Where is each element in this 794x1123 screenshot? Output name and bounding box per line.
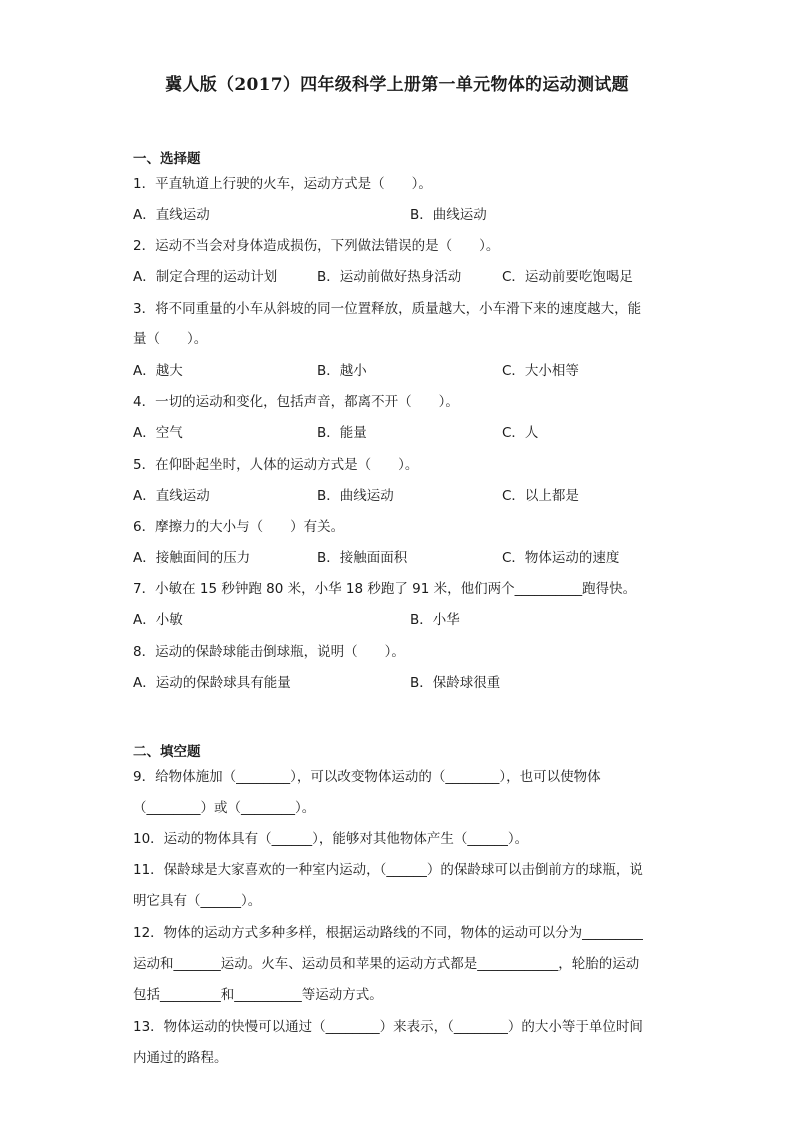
question-3-line-2: 量（ ）。 [133, 331, 208, 347]
q3-option-b: B．越小 [317, 363, 367, 379]
question-2: 2．运动不当会对身体造成损伤，下列做法错误的是（ ）。 [133, 238, 500, 254]
q2-option-b: B．运动前做好热身活动 [317, 269, 462, 285]
q7-option-b: B．小华 [410, 612, 460, 628]
q4-option-c: C．人 [502, 425, 539, 441]
question-11-line-1: 11．保龄球是大家喜欢的一种室内运动，（______）的保龄球可以击倒前方的球瓶，说 [133, 862, 643, 878]
question-8: 8．运动的保龄球能击倒球瓶，说明（ ）。 [133, 644, 405, 660]
q8-option-b: B．保龄球很重 [410, 675, 501, 691]
q3-option-c: C．大小相等 [502, 363, 579, 379]
q6-option-a: A．接触面间的压力 [133, 550, 251, 566]
section-heading-fill-in: 二、填空题 [133, 744, 201, 760]
question-11-line-2: 明它具有（______）。 [133, 893, 262, 909]
section-heading-choice: 一、选择题 [133, 151, 201, 167]
q2-option-c: C．运动前要吃饱喝足 [502, 269, 633, 285]
q8-option-a: A．运动的保龄球具有能量 [133, 675, 291, 691]
question-1: 1．平直轨道上行驶的火车，运动方式是（ ）。 [133, 176, 432, 192]
q7-option-a: A．小敏 [133, 612, 183, 628]
q4-option-a: A．空气 [133, 425, 183, 441]
question-12-line-1: 12．物体的运动方式多种多样，根据运动路线的不同，物体的运动可以分为_________ [133, 925, 643, 941]
q5-option-b: B．曲线运动 [317, 488, 394, 504]
question-13-line-2: 内通过的路程。 [133, 1050, 228, 1066]
question-6: 6．摩擦力的大小与（ ）有关。 [133, 519, 345, 535]
q3-option-a: A．越大 [133, 363, 183, 379]
q1-option-a: A．直线运动 [133, 207, 210, 223]
q6-option-b: B．接触面面积 [317, 550, 408, 566]
q5-option-c: C．以上都是 [502, 488, 579, 504]
question-5: 5．在仰卧起坐时，人体的运动方式是（ ）。 [133, 457, 419, 473]
q2-option-a: A．制定合理的运动计划 [133, 269, 278, 285]
q6-option-c: C．物体运动的速度 [502, 550, 620, 566]
q5-option-a: A．直线运动 [133, 488, 210, 504]
question-12-line-3: 包括_________和__________等运动方式。 [133, 987, 383, 1003]
page-title: 冀人版（2017）四年级科学上册第一单元物体的运动测试题 [165, 75, 629, 95]
question-10: 10．运动的物体具有（______），能够对其他物体产生（______）。 [133, 831, 529, 847]
q4-option-b: B．能量 [317, 425, 367, 441]
question-7: 7．小敏在 15 秒钟跑 80 米，小华 18 秒跑了 91 米，他们两个__________跑得快。 [133, 581, 637, 597]
question-9-line-1: 9．给物体施加（________），可以改变物体运动的（________），也可以使物体 [133, 769, 601, 785]
question-4: 4．一切的运动和变化，包括声音，都离不开（ ）。 [133, 394, 459, 410]
question-12-line-2: 运动和_______运动。火车、运动员和苹果的运动方式都是____________，轮胎的运动 [133, 956, 640, 972]
question-9-line-2: （________）或（________）。 [133, 800, 316, 816]
q1-option-b: B．曲线运动 [410, 207, 487, 223]
question-3-line-1: 3．将不同重量的小车从斜坡的同一位置释放，质量越大，小车滑下来的速度越大，能 [133, 301, 642, 317]
question-13-line-1: 13．物体运动的快慢可以通过（________）来表示，（________）的大小等于单位时间 [133, 1019, 643, 1035]
